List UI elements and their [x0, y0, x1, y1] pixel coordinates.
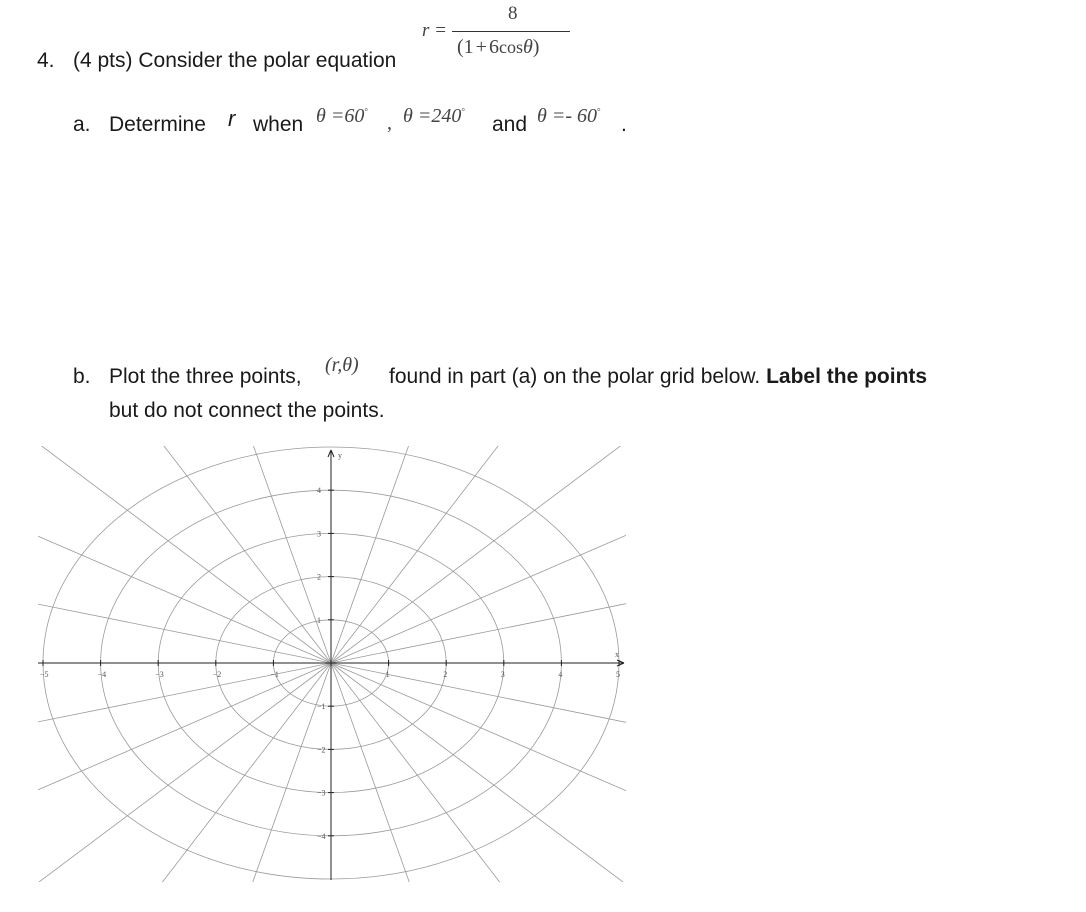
grid-ray — [0, 529, 331, 663]
comma: , — [387, 112, 392, 134]
part-a-and: and — [492, 113, 528, 136]
period: . — [621, 113, 627, 136]
grid-ray — [331, 404, 930, 663]
part-b-text1: Plot the three points, — [109, 365, 302, 388]
problem-intro: (4 pts) Consider the polar equation — [73, 49, 397, 72]
y-tick-label: 1 — [317, 615, 321, 625]
grid-ray — [331, 663, 999, 797]
grid-ray — [331, 214, 677, 663]
grid-ray — [331, 663, 930, 912]
y-tick-label: −3 — [317, 788, 326, 798]
equation-lhs: r = — [422, 20, 447, 41]
coord-r-theta: (r,θ) — [325, 354, 359, 376]
y-tick-label: 3 — [317, 529, 321, 539]
x-tick-label: −2 — [212, 670, 222, 679]
x-tick-label: 2 — [443, 670, 448, 679]
angle-60: θ =60° — [316, 105, 368, 127]
grid-ray — [152, 162, 331, 663]
problem-number: 4. — [37, 49, 55, 72]
y-tick-label: −4 — [317, 831, 326, 841]
x-tick-label: −3 — [155, 670, 164, 679]
grid-ray — [0, 404, 331, 663]
part-a-var-r: r — [228, 106, 236, 131]
x-tick-label: 1 — [385, 670, 390, 679]
x-tick-label: −1 — [270, 670, 279, 679]
angle-neg60: θ =- 60° — [537, 105, 601, 127]
equation-numerator: 8 — [508, 3, 518, 24]
y-tick-label: −2 — [317, 745, 326, 755]
x-tick-label: −4 — [97, 670, 107, 679]
grid-ray — [331, 529, 999, 663]
grid-ray — [0, 296, 331, 663]
y-tick-label: 4 — [317, 486, 321, 496]
equation-denominator: (1 + 6cosθ) — [457, 36, 540, 58]
part-a-determine: Determine — [109, 113, 206, 136]
grid-ray — [331, 663, 820, 912]
grid-ray — [152, 663, 331, 912]
grid-ray — [0, 663, 331, 797]
part-a-letter: a. — [73, 113, 91, 136]
y-axis-label: y — [338, 451, 342, 460]
grid-ray — [0, 214, 331, 663]
grid-ray — [331, 663, 677, 912]
label-points-bold: Label the points — [766, 365, 928, 388]
part-b-text3: but do not connect the points. — [109, 399, 385, 422]
part-b-text2: found in part (a) on the polar grid below. Label the points — [389, 365, 928, 388]
y-tick-label: −1 — [317, 702, 326, 712]
x-tick-label: −5 — [40, 670, 49, 679]
grid-ray — [331, 663, 510, 912]
part-b-letter: b. — [73, 365, 91, 388]
x-tick-label: 3 — [500, 670, 505, 679]
y-tick-label: 2 — [317, 572, 321, 582]
x-axis-label: x — [615, 650, 619, 659]
part-a-when: when — [253, 113, 304, 136]
x-tick-label: 5 — [616, 670, 620, 679]
x-tick-label: 4 — [558, 670, 563, 679]
angle-240: θ =240° — [403, 105, 465, 127]
grid-ray — [331, 162, 510, 663]
grid-ray — [331, 296, 820, 663]
